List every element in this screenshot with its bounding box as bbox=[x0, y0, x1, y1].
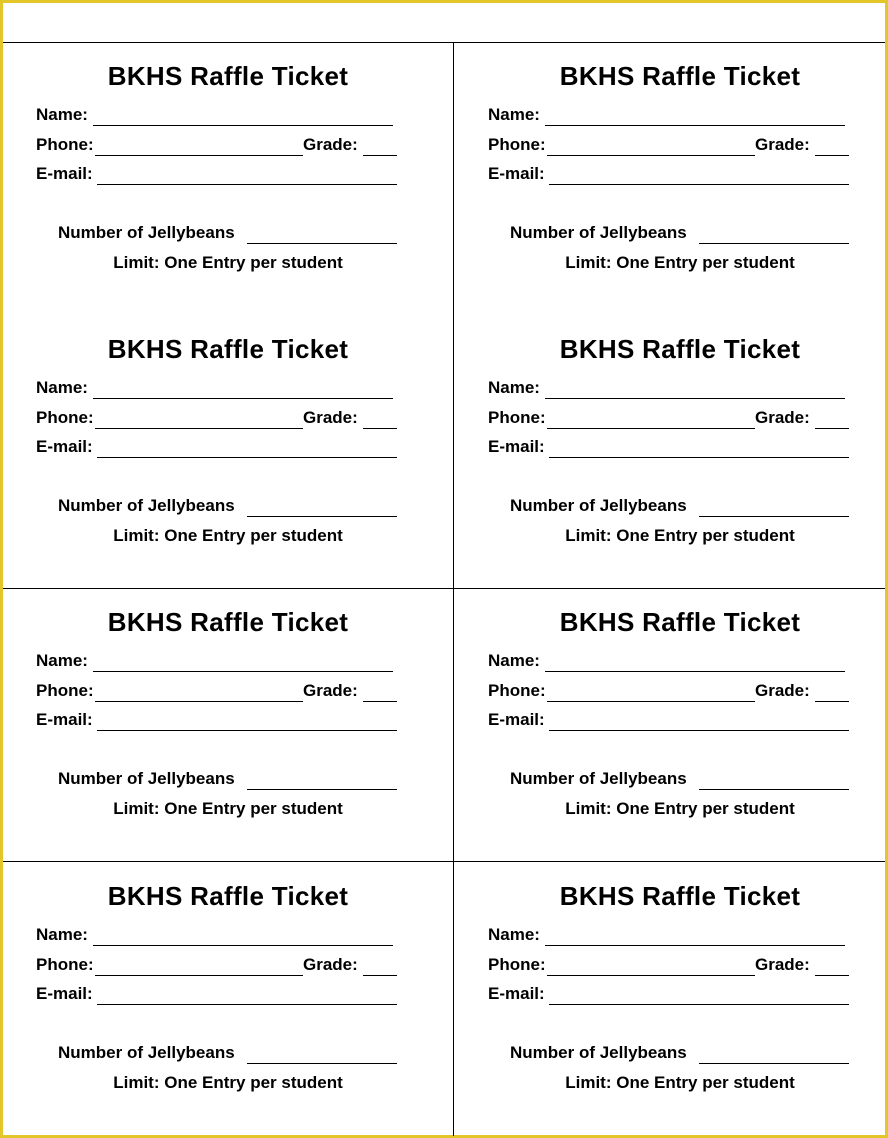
grade-label: Grade: bbox=[303, 955, 358, 974]
grade-field[interactable] bbox=[815, 975, 849, 976]
grade-label: Grade: bbox=[303, 681, 358, 700]
email-field[interactable] bbox=[549, 730, 849, 731]
name-label: Name: bbox=[488, 651, 540, 670]
grade-field[interactable] bbox=[363, 155, 397, 156]
ticket-title: BKHS Raffle Ticket bbox=[107, 881, 349, 911]
raffle-ticket bbox=[3, 589, 453, 861]
ticket-title: BKHS Raffle Ticket bbox=[107, 607, 349, 637]
phone-field[interactable] bbox=[95, 155, 303, 156]
limit-text: Limit: One Entry per student bbox=[113, 799, 343, 818]
name-field[interactable] bbox=[93, 125, 393, 126]
phone-label: Phone: bbox=[488, 408, 546, 427]
raffle-ticket bbox=[3, 316, 453, 588]
grade-field[interactable] bbox=[815, 155, 849, 156]
phone-field[interactable] bbox=[95, 975, 303, 976]
jellybeans-field[interactable] bbox=[699, 243, 849, 244]
email-label: E-mail: bbox=[488, 984, 545, 1003]
name-field[interactable] bbox=[545, 945, 845, 946]
phone-field[interactable] bbox=[547, 701, 755, 702]
email-label: E-mail: bbox=[36, 984, 93, 1003]
jellybeans-field[interactable] bbox=[247, 1063, 397, 1064]
jellybeans-field[interactable] bbox=[247, 789, 397, 790]
limit-text: Limit: One Entry per student bbox=[113, 1073, 343, 1092]
jellybeans-label: Number of Jellybeans bbox=[58, 223, 235, 242]
name-field[interactable] bbox=[93, 671, 393, 672]
phone-field[interactable] bbox=[547, 428, 755, 429]
limit-text: Limit: One Entry per student bbox=[565, 526, 795, 545]
jellybeans-field[interactable] bbox=[699, 1063, 849, 1064]
phone-label: Phone: bbox=[36, 681, 94, 700]
name-field[interactable] bbox=[93, 945, 393, 946]
grade-field[interactable] bbox=[363, 428, 397, 429]
grade-field[interactable] bbox=[815, 701, 849, 702]
jellybeans-label: Number of Jellybeans bbox=[58, 769, 235, 788]
grade-field[interactable] bbox=[363, 975, 397, 976]
grade-label: Grade: bbox=[755, 408, 810, 427]
phone-label: Phone: bbox=[36, 955, 94, 974]
ticket-title: BKHS Raffle Ticket bbox=[107, 61, 349, 91]
limit-text: Limit: One Entry per student bbox=[565, 1073, 795, 1092]
row-divider bbox=[3, 861, 885, 862]
jellybeans-field[interactable] bbox=[247, 243, 397, 244]
name-label: Name: bbox=[36, 925, 88, 944]
phone-label: Phone: bbox=[488, 135, 546, 154]
name-label: Name: bbox=[488, 925, 540, 944]
ticket-title: BKHS Raffle Ticket bbox=[107, 334, 349, 364]
phone-label: Phone: bbox=[36, 408, 94, 427]
jellybeans-label: Number of Jellybeans bbox=[58, 1043, 235, 1062]
column-divider bbox=[453, 43, 454, 1136]
phone-label: Phone: bbox=[488, 955, 546, 974]
jellybeans-field[interactable] bbox=[699, 516, 849, 517]
email-label: E-mail: bbox=[488, 710, 545, 729]
jellybeans-field[interactable] bbox=[247, 516, 397, 517]
email-field[interactable] bbox=[549, 184, 849, 185]
jellybeans-label: Number of Jellybeans bbox=[510, 769, 687, 788]
jellybeans-label: Number of Jellybeans bbox=[510, 1043, 687, 1062]
grade-label: Grade: bbox=[755, 681, 810, 700]
grade-label: Grade: bbox=[755, 955, 810, 974]
email-label: E-mail: bbox=[36, 710, 93, 729]
email-field[interactable] bbox=[97, 457, 397, 458]
name-label: Name: bbox=[488, 378, 540, 397]
grade-label: Grade: bbox=[303, 135, 358, 154]
jellybeans-label: Number of Jellybeans bbox=[510, 496, 687, 515]
email-label: E-mail: bbox=[488, 437, 545, 456]
name-label: Name: bbox=[36, 651, 88, 670]
name-field[interactable] bbox=[545, 398, 845, 399]
phone-label: Phone: bbox=[36, 135, 94, 154]
jellybeans-label: Number of Jellybeans bbox=[58, 496, 235, 515]
raffle-ticket bbox=[3, 863, 453, 1135]
name-label: Name: bbox=[488, 105, 540, 124]
limit-text: Limit: One Entry per student bbox=[113, 253, 343, 272]
name-field[interactable] bbox=[93, 398, 393, 399]
raffle-ticket bbox=[455, 589, 888, 861]
grade-label: Grade: bbox=[303, 408, 358, 427]
name-field[interactable] bbox=[545, 125, 845, 126]
raffle-ticket bbox=[455, 316, 888, 588]
phone-field[interactable] bbox=[547, 975, 755, 976]
limit-text: Limit: One Entry per student bbox=[565, 799, 795, 818]
phone-field[interactable] bbox=[95, 428, 303, 429]
ticket-title: BKHS Raffle Ticket bbox=[559, 607, 801, 637]
raffle-ticket bbox=[455, 43, 888, 315]
ticket-grid bbox=[3, 42, 885, 1136]
email-field[interactable] bbox=[97, 1004, 397, 1005]
raffle-ticket bbox=[3, 43, 453, 315]
phone-field[interactable] bbox=[547, 155, 755, 156]
phone-field[interactable] bbox=[95, 701, 303, 702]
ticket-title: BKHS Raffle Ticket bbox=[559, 334, 801, 364]
grade-field[interactable] bbox=[815, 428, 849, 429]
grade-field[interactable] bbox=[363, 701, 397, 702]
grade-label: Grade: bbox=[755, 135, 810, 154]
raffle-ticket bbox=[455, 863, 888, 1135]
jellybeans-field[interactable] bbox=[699, 789, 849, 790]
email-label: E-mail: bbox=[488, 164, 545, 183]
name-label: Name: bbox=[36, 378, 88, 397]
email-field[interactable] bbox=[97, 730, 397, 731]
email-label: E-mail: bbox=[36, 164, 93, 183]
email-label: E-mail: bbox=[36, 437, 93, 456]
name-field[interactable] bbox=[545, 671, 845, 672]
email-field[interactable] bbox=[549, 1004, 849, 1005]
limit-text: Limit: One Entry per student bbox=[565, 253, 795, 272]
email-field[interactable] bbox=[97, 184, 397, 185]
ticket-title: BKHS Raffle Ticket bbox=[559, 61, 801, 91]
email-field[interactable] bbox=[549, 457, 849, 458]
ticket-title: BKHS Raffle Ticket bbox=[559, 881, 801, 911]
phone-label: Phone: bbox=[488, 681, 546, 700]
name-label: Name: bbox=[36, 105, 88, 124]
limit-text: Limit: One Entry per student bbox=[113, 526, 343, 545]
jellybeans-label: Number of Jellybeans bbox=[510, 223, 687, 242]
